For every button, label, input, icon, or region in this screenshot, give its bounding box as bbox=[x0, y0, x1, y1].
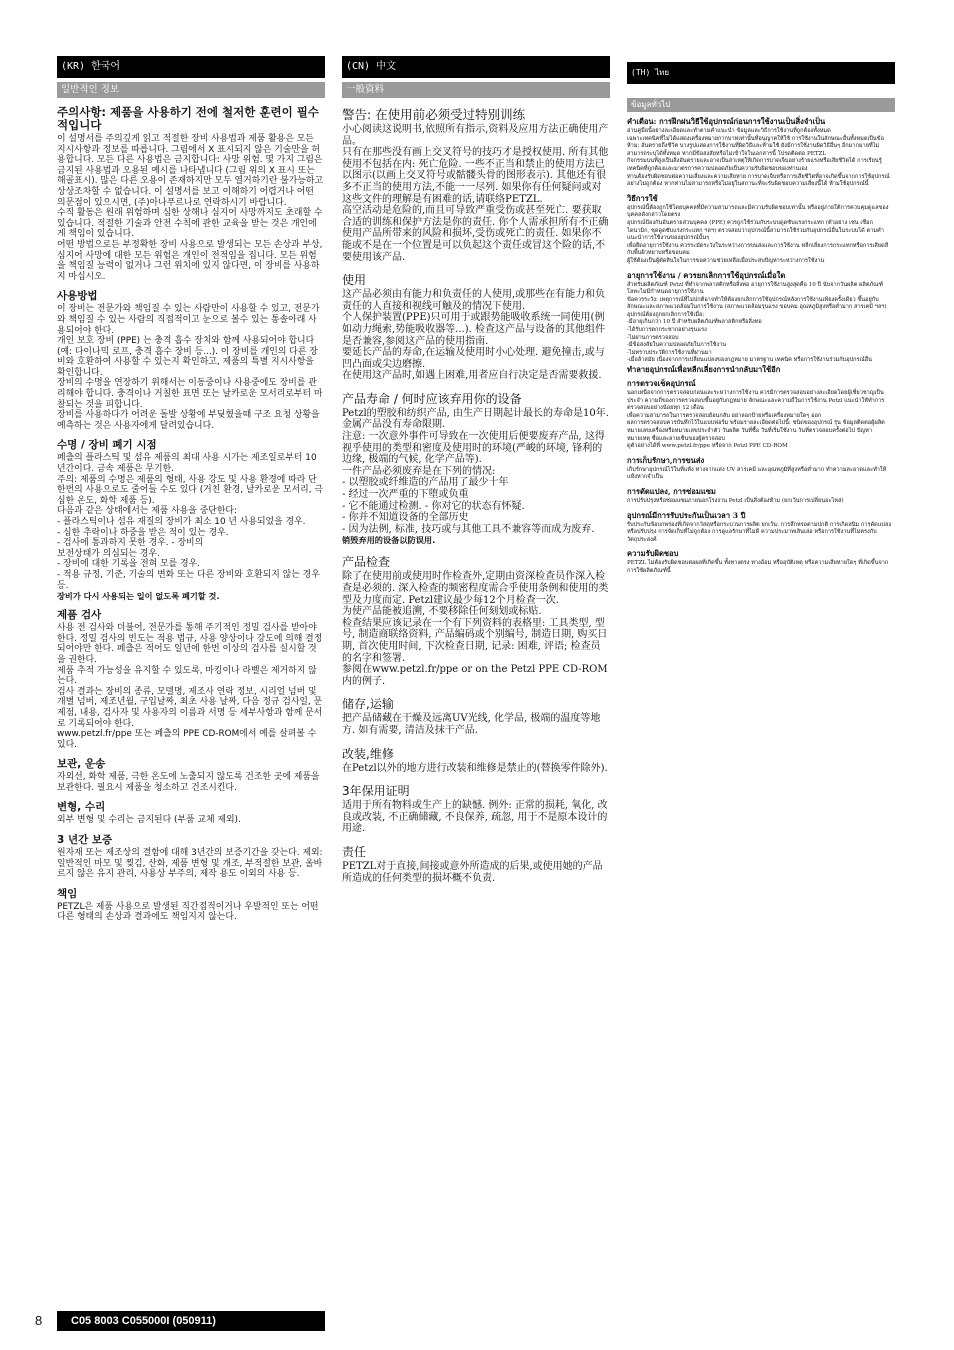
usage-body: อุปกรณ์นี้ต้องถูกใช้โดยบุคคลที่มีความสามารถและมีความรับผิดชอบเท่านั้น หรืออยู่ภายใต้การควบคุมดูแลของบุคคลดังกล่าวโดยตรง อุปกรณ์ป้องกันอันตรายส่วนบุคคล (PPE) ควรถูกใช้ร่วมกับระบบดูดซับแรงกระแทก (ตัวอย่าง เช่น เชือกไดนามิก, ชุดดูดซับแรงกระแทก ฯลฯ) ตรวจสอบว่าอุปกรณ์นี้สามารถใช้ร่วมกับอุปกรณ์อื่นในระบบได้ ตามคำแนะนำการใช้งานของอุปกรณ์นั้นๆ เพื่อยืดอายุการใช้งาน ควรระมัดระวังในระหว่างการขนส่งและการใช้งาน หลีกเลี่ยงการกระแทกหรือการเสียดสีกับพื้นผิวหยาบหรือขอบคม ผู้ใช้ต้องเป็นผู้ตัดสินใจในการขอความช่วยเหลือเมื่อประสบปัญหาระหว่างการใช้งาน bbox=[627, 204, 889, 264]
modification-section bbox=[342, 747, 610, 775]
usage-section bbox=[627, 194, 895, 266]
warning-section bbox=[627, 117, 895, 189]
inspection-title: 제품 검사 bbox=[57, 609, 102, 622]
usage-section bbox=[342, 273, 610, 382]
usage-title: วิธีการใช้ bbox=[627, 193, 658, 203]
general-info-bar: 일반적인 정보 bbox=[57, 82, 325, 98]
warning-section bbox=[57, 106, 325, 282]
modification-title: 改装,维修 bbox=[342, 746, 394, 761]
inspection-title: การตรวจเช็คอุปกรณ์ bbox=[627, 379, 696, 389]
warranty-body: รับประกันข้อบกพร่องที่เกิดจากวัสดุหรือกระบวนการผลิต ยกเว้น: การสึกหรอตามปกติ การเกิดสนิม การดัดแปลงหรือปรับปรุง การจัดเก็บที่ไม่ถูกต้อง การดูแลรักษาที่ไม่ดี ความประมาทเลินเล่อ หรือการใช้งานที่ไม่ตรงกับวัตถุประสงค์ bbox=[627, 521, 892, 543]
storage-section bbox=[627, 456, 895, 482]
inspection-title: 产品检查 bbox=[342, 555, 391, 570]
usage-title: 사용방법 bbox=[57, 290, 98, 303]
responsibility-section bbox=[342, 845, 610, 884]
modification-body: การปรับปรุงหรือซ่อมแซมภายนอกโรงงาน Petzl เป็นสิ่งต้องห้าม (ยกเว้นการเปลี่ยนอะไหล่) bbox=[627, 497, 844, 504]
storage-body: เก็บรักษาอุปกรณ์ไว้ในที่แห้ง ห่างจากแสง UV สารเคมี และอุณหภูมิที่สูงหรือต่ำมาก ทำความสะอาดและทำให้แห้งหากจำเป็น bbox=[627, 466, 887, 481]
storage-title: การเก็บรักษา,การขนส่ง bbox=[627, 455, 705, 465]
warranty-body: 适用于所有物料或生产上的缺憾. 例外: 正常的损耗, 氧化, 改良或改装, 不正确储藏, 不良保养, 疏忽, 用于不是原本设计的用途. bbox=[342, 800, 608, 835]
inspection-section bbox=[57, 609, 325, 750]
usage-title: 使用 bbox=[342, 273, 367, 288]
lifetime-note: ทำลายอุปกรณ์เพื่อหลีกเลี่ยงการนำกลับมาใช้อีก bbox=[627, 365, 781, 375]
lifetime-title: 产品寿命 / 何时应该弃用你的设备 bbox=[342, 391, 522, 406]
warning-title: คำเตือน: การฝึกฝนวิธีใช้อุปกรณ์ก่อนการใช้งานเป็นสิ่งจำเป็น bbox=[627, 117, 826, 126]
thai-column bbox=[627, 56, 895, 576]
warning-title: 警告: 在使用前必须受过特别训练 bbox=[342, 107, 526, 122]
general-info-bar: 一般資料 bbox=[342, 82, 610, 98]
lifetime-note: 销毁弃用的设备以防误用. bbox=[342, 535, 436, 546]
storage-section bbox=[57, 758, 325, 793]
lifetime-note: 장비가 다시 사용되는 일이 없도록 폐기할 것. bbox=[57, 591, 220, 602]
storage-section bbox=[342, 697, 610, 736]
modification-section bbox=[57, 801, 325, 826]
storage-title: 储存,运输 bbox=[342, 697, 394, 712]
inspection-body: 除了在使用前或使用时作检查外,定期由资深检查员作深入检查是必须的. 深入检查的频密程度需合乎使用条例和使用的类型及力度而定. Petzl建议最少每12个月检查一次. 为使产品能被追溯, 不要移除任何刻划或标贴. 检查结果应该记录在一个有下列资料的表格里: 工具类型, 型号, 制造商联络资料, 产品编码或个别编号, 制造日期, 购买日期, 首次使用时间, 下次检查日期, 记录: 困难, 评语; 检查员的名字和签署. 参阅在www.petzl.fr/ppe or on the Petzl PPE CD-ROM内的例子. bbox=[342, 571, 609, 687]
warning-section bbox=[342, 108, 610, 263]
inspection-section bbox=[627, 379, 895, 451]
lifetime-section bbox=[57, 439, 325, 601]
responsibility-title: ความรับผิดชอบ bbox=[627, 549, 679, 559]
warning-title: 주의사항: 제품을 사용하기 전에 철저한 훈련이 필수적입니다 bbox=[57, 105, 319, 132]
warranty-section bbox=[627, 511, 895, 545]
warning-body: อ่านคู่มือนี้อย่างละเอียดและทำตามคำแนะนำ ข้อมูลและวิธีการใช้งานที่ถูกต้องทั้งหมด เฉพาะเทคนิคที่ไม่ได้แสดงเครื่องหมายกากบาทเท่านั้นที่อนุญาตให้ใช้ การใช้งานในลักษณะอื่นทั้งหมดเป็นข้อห้าม: อันตรายถึงชีวิต บางรูปแสดงการใช้งานที่ผิดวิธีและห้ามใช้ ยังมีการใช้งานผิดวิธีอื่นๆ อีกมากมายที่ไม่สามารถระบุได้ทั้งหมด หากมีข้อสงสัยหรือไม่เข้าใจในเอกสารนี้ โปรดติดต่อ PETZL กิจกรรมบนที่สูงเป็นสิ่งอันตรายและอาจเป็นสาเหตุให้เกิดการบาดเจ็บอย่างร้ายแรงหรือเสียชีวิตได้ การเรียนรู้เทคนิคที่ถูกต้องและมาตรการความปลอดภัยเป็นความรับผิดชอบของท่านเอง ท่านต้องรับผิดชอบต่อความเสี่ยงและความเสียหาย การบาดเจ็บหรือการเสียชีวิตที่อาจเกิดขึ้นจากการใช้อุปกรณ์อย่างไม่ถูกต้อง หากท่านไม่สามารถหรือไม่อยู่ในสถานะที่จะรับผิดชอบความเสี่ยงนี้ได้ ห้ามใช้อุปกรณ์นี้ bbox=[627, 128, 890, 188]
lifetime-section bbox=[627, 271, 895, 375]
chinese-column bbox=[342, 56, 610, 884]
usage-body: 이 장비는 전문가와 책임질 수 있는 사람만이 사용할 수 있고, 전문가와 책임질 수 있는 사람의 직접적이고 눈으로 볼수 있는 통솔아래 사용되어야 한다. 개인 보호 장비 (PPE) 는 충격 흡수 장치와 함께 사용되어야 합니다 (예: 다이나믹 로프, 충격 흡수 장비 등...). 이 장비를 개인의 다른 장비와 호환하여 사용할 수 있는지 확인하고, 제품의 특별 지시사항을 확인합니다. 장비의 수명을 연장하기 위해서는 이동중이나 사용중에도 장비를 관리해야 합니다. 충격이나 거칠한 표면 또는 날카로운 모서리로부터 마찰되는 것을 피합니다. 장비를 사용하다가 어려운 돌발 상황에 부딪혔을때 구조 요청 상황을 예측하는 것은 사용자에게 달려있습니다. bbox=[57, 304, 323, 431]
responsibility-body: PETZL对于直接,间接或意外所造成的后果,或使用她的产品所造成的任何类型的损坏概不负责. bbox=[342, 860, 603, 884]
usage-body: 这产品必须由有能力和负责任的人使用,或那些在有能力和负责任的人直接和视线可触及的情况下使用. 个人保护装置(PPE)只可用于或跟势能吸收系统一同使用(例如动力绳索,势能吸收器等...). 检查这产品与设备的其他组件是否兼容,参阅这产品的使用指南. 要延长产品的寿命,在运输及使用时小心处理. 避免撞击,或与凹凸面或尖边磨擦. 在使用这产品时,如遇上困难,用者应自行决定是否需要救援. bbox=[342, 289, 606, 382]
lifetime-title: 수명 / 장비 폐기 시점 bbox=[57, 439, 157, 452]
lifetime-section bbox=[342, 392, 610, 546]
warranty-title: 3 년간 보증 bbox=[57, 834, 113, 847]
modification-body: 在Petzl以外的地方进行改装和维修是禁止的(替换零件除外). bbox=[342, 762, 608, 774]
language-header: (CN) 中文 bbox=[342, 56, 610, 78]
responsibility-section bbox=[627, 549, 895, 575]
warning-body: 이 설명서를 주의깊게 읽고 적절한 장비 사용법과 제품 활용은 모든 지시사항과 정보를 따릅니다. 그림에서 X 표시되지 않은 기술만을 허용합니다. 모든 다른 사용법은 금지합니다: 사망 위험. 몇 가지 그림은 금지된 사용법과 오용된 예시를 나타냅니다 (그림 위의 X 표시 또는 해골표시). 많은 다른 오용이 존재하지만 모두 열거하기란 불가능하고 상상조차할 수 없습니다. 이 설명서를 보고 이해하기 어렵거나 어떤 의문점이 있으시면, (주)아나푸르나로 연락하시기 바랍니다. 수직 활동은 원래 위험하며 심한 상해나 심지어 사망까지도 초래할 수 있습니다. 적절한 기술과 안전 수칙에 관한 교육을 받는 것은 개인에게 책임이 있습니다. 어떤 방법으로든 부정확한 장비 사용으로 발생되는 모든 손상과 부상, 심지어 사망에 대한 모든 위험은 개인이 전적임을 집니다. 모든 위험을 책임질 능력이 없거나 그런 위치에 있지 않다면, 이 장비를 사용하지 마십시오. bbox=[57, 134, 324, 282]
page-footer bbox=[35, 1311, 325, 1331]
responsibility-title: 책임 bbox=[57, 887, 78, 900]
modification-title: การดัดแปลง, การซ่อมแซม bbox=[627, 486, 716, 496]
responsibility-section bbox=[57, 888, 325, 923]
storage-body: 把产品储藏在干燥及远离UV光线, 化学品, 极端的温度等地方. 如有需要, 清洁及抹干产品. bbox=[342, 713, 601, 736]
warranty-title: อุปกรณ์มีการรับประกันเป็นเวลา 3 ปี bbox=[627, 510, 746, 520]
lifetime-body: สำหรับผลิตภัณฑ์ Petzl ที่ทำจากพลาสติกหรือสิ่งทอ อายุการใช้งานสูงสุดคือ 10 ปี นับจากวันผลิต ผลิตภัณฑ์โลหะไม่มีกำหนดอายุการใช้งาน ข้อควรระวัง: เหตุการณ์ที่ไม่ปกติอาจทำให้ต้องยกเลิกการใช้อุปกรณ์หลังการใช้งานเพียงครั้งเดียว ขึ้นอยู่กับลักษณะและสภาพแวดล้อมในการใช้งาน (สภาพแวดล้อมรุนแรง ขอบคม อุณหภูมิสูงหรือต่ำมาก สารเคมี ฯลฯ) อุปกรณ์ต้องถูกยกเลิกการใช้เมื่อ: -มีอายุเกินกว่า 10 ปี สำหรับผลิตภัณฑ์พลาสติกหรือสิ่งทอ -ได้รับการตกกระชากอย่างรุนแรง -ไม่ผ่านการตรวจสอบ -มีข้อสงสัยในความปลอดภัยในการใช้งาน -ไม่ทราบประวัติการใช้งานที่ผ่านมา -เมื่อล้าสมัย เนื่องจากการเปลี่ยนแปลงของกฎหมาย มาตรฐาน เทคนิค หรือการใช้งานร่วมกับอุปกรณ์อื่น bbox=[627, 281, 887, 364]
modification-title: 변형, 수리 bbox=[57, 801, 106, 814]
inspection-body: นอกเหนือจากการตรวจสอบก่อนและระหว่างการใช้งาน ควรมีการตรวจสอบอย่างละเอียดโดยผู้เชี่ยวชาญเป็นประจำ ความถี่ของการตรวจสอบขึ้นอยู่กับกฎหมาย ลักษณะและความถี่ในการใช้งาน Petzl แนะนำให้ทำการตรวจสอบอย่างน้อยทุก 12 เดือน เพื่อความสามารถในการตรวจสอบย้อนกลับ อย่าลอกป้ายหรือเครื่องหมายใดๆ ออก ผลการตรวจสอบควรบันทึกไว้ในแบบฟอร์ม พร้อมรายละเอียดต่อไปนี้: ชนิดของอุปกรณ์ รุ่น ข้อมูลติดต่อผู้ผลิต หมายเลขเครื่องหรือหมายเลขประจำตัว วันผลิต วันที่ซื้อ วันที่เริ่มใช้งาน วันที่ตรวจสอบครั้งต่อไป ปัญหา หมายเหตุ ชื่อและลายเซ็นของผู้ตรวจสอบ ดูตัวอย่างได้ที่ www.petzl.fr/ppe หรือจาก Petzl PPE CD-ROM bbox=[627, 390, 885, 450]
responsibility-title: 责任 bbox=[342, 844, 367, 859]
warranty-section bbox=[342, 784, 610, 835]
storage-body: 자외선, 화학 제품, 극한 온도에 노출되지 않도록 건조한 곳에 제품을 보관한다. 필요시 제품을 청소하고 건조시킨다. bbox=[57, 772, 320, 793]
language-header: (KR) 한국어 bbox=[57, 56, 325, 78]
inspection-body: 사용 전 검사와 더불어, 전문가를 통해 주기적인 정밀 검사를 받아야 한다. 정밀 검사의 빈도는 적용 법규, 사용 양상이나 강도에 의해 결정되어야만 한다. 페츨은 적어도 일년에 한번 이상의 검사를 실시할 것을 권한다. 제품 추적 가능성을 유지할 수 있도록, 마킹이나 라벨은 제거하지 않는다. 검사 결과는 장비의 종류, 모델명, 제조사 연락 정보, 시리얼 넘버 및 개별 넘버, 제조년월, 구입날짜, 최초 사용 날짜, 다음 정규 검사일, 문제점, 내용, 검사자 및 사용자의 이름과 서명 등 세부사항과 함께 문서로 기록되어야 한다. www.petzl.fr/ppe 또는 페츨의 PPE CD-ROM에서 예를 살펴볼 수 있다. bbox=[57, 623, 323, 750]
lifetime-title: อายุการใช้งาน / ควรยกเลิกการใช้อุปกรณ์เมื่อใด bbox=[627, 270, 786, 280]
lifetime-body: Petzl的塑胶和纺织产品, 由生产日期起计最长的寿命是10年. 金属产品没有寿命限期. 注意: 一次意外事件可导致在一次使用后便要废弃产品, 这得视乎使用的类型和密度及使用时的环境(严峻的环境, 锋利的边缘, 极端的气候, 化学产品等). 一件产品必须废弃是在下列的情况: - 以塑胶或纤维造的产品用了最少十年 - 经过一次严重的下堕或负重 - 它不能通过检测. - 你对它的状态有怀疑. - 你并不知道设备的全部历史 - 因为法例, 标准, 技巧或与其他工具不兼容等而成为废弃. bbox=[342, 407, 609, 535]
modification-section bbox=[627, 487, 895, 506]
warning-body: 小心阅读这说明书,依照所有指示,资料及应用方法正确使用产品。 只有在那些没有画上交叉符号的技巧才是授权使用. 所有其他使用不包括在内: 死亡危险. 一些不正当和禁止的使用方法已以图示(以画上交叉符号或骷髅头骨的图形表示). 其他还有很多不正当的使用方法,不能一一尽列. 如果你有任何疑问或对这些文件的理解是有困难的话,请联络PETZL. 高空活动是危险的,而且可导致严重受伤或甚至死亡. 要获取合适的训练和保护方法是你的责任. 你个人需承担所有不正确使用产品所带来的风险和损坏,受伤或死亡的责任. 如果你不能或不是在一个位置是可以负起这个责任或冒这个险的话,不要使用该产品. bbox=[342, 124, 609, 263]
inspection-section bbox=[342, 555, 610, 687]
warranty-body: 원자재 또는 제조상의 결함에 대해 3년간의 보증기간을 갖는다. 제외: 일반적인 마모 및 찢김, 산화, 제품 변형 및 개조, 부적절한 보관, 올바르지 않은 유지 관리, 사용상 부주의, 제작 용도 이외의 사용 등. bbox=[57, 848, 323, 880]
warranty-title: 3年保用证明 bbox=[342, 784, 410, 799]
page-number: 8 bbox=[35, 1313, 43, 1328]
warranty-section bbox=[57, 834, 325, 880]
general-info-bar: ข้อมูลทั่วไป bbox=[627, 98, 895, 112]
responsibility-body: PETZL은 제품 사용으로 발생된 직간접적이거나 우발적인 또는 어떤 다른 형태의 손상과 결과에도 책임지지 않는다. bbox=[57, 901, 319, 923]
lifetime-body: 페츨의 플라스틱 및 섬유 제품의 최대 사용 시가는 제조일로부터 10년간이다. 금속 제품은 무기한. 주의: 제품의 수명은 제품의 형태, 사용 강도 및 사용 환경에 따라 단 한번의 사용으로도 줄어들 수도 있다 (거친 환경, 날카로운 모서리, 극심한 온도, 화학 제품 등). 다음과 같은 상태에서는 제품 사용을 중단한다: - 플라스틱이나 섬유 재질의 장비가 최소 10 년 사용되었을 경우. - 심한 추락이나 하중을 받은 적이 있는 경우. - 검사에 통과하지 못한 경우. - 장비의 보전상태가 의심되는 경우. - 장비에 대한 기록을 전혀 모를 경우. - 적용 규정, 기준, 기술의 변화 또는 다른 장비와 호환되지 않는 경우 등. bbox=[57, 453, 323, 591]
storage-title: 보관, 운송 bbox=[57, 758, 106, 771]
korean-column bbox=[57, 56, 325, 923]
document-code: C05 8003 C055000I (050911) bbox=[57, 1311, 325, 1331]
language-header: (TH) ไทย bbox=[627, 62, 895, 84]
responsibility-body: PETZL ไม่ต้องรับผิดชอบต่อผลที่เกิดขึ้น ทั้งทางตรง ทางอ้อม หรืออุบัติเหตุ หรือความเสียหายใดๆ ที่เกิดขึ้นจากการใช้ผลิตภัณฑ์นี้ bbox=[627, 560, 889, 574]
modification-body: 외부 변형 및 수리는 금지된다 (부품 교체 제외). bbox=[57, 815, 241, 826]
usage-section bbox=[57, 290, 325, 431]
